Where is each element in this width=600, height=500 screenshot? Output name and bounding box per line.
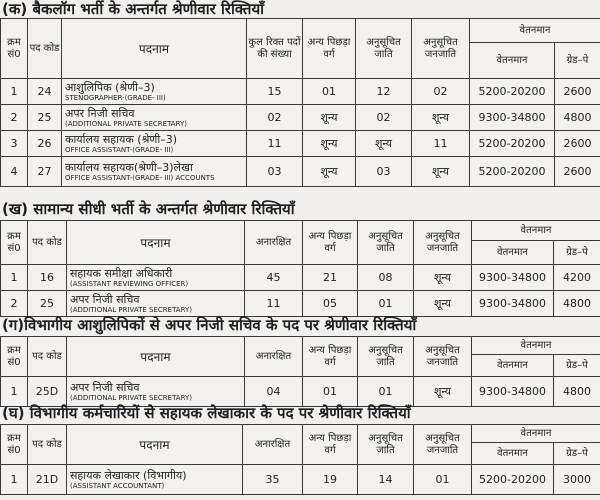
header-obc: अन्य पिछड़ा वर्ग <box>303 425 358 465</box>
header-pay-band: वेतनमान <box>472 355 554 377</box>
table-row <box>1 131 600 157</box>
cell-obc: 05 <box>303 291 358 317</box>
cell-post <box>62 79 247 105</box>
cell-pay-band: 9300-34800 <box>472 265 554 291</box>
cell-code: 25 <box>28 105 62 131</box>
post-hindi: कार्यालय सहायक (श्रेणी–3) <box>65 132 177 146</box>
cell-code: 16 <box>28 265 67 291</box>
cell-obc: शून्य <box>303 157 356 187</box>
cell-code: 27 <box>28 157 62 187</box>
cell-code: 26 <box>28 131 62 157</box>
header-obc: अन्य पिछड़ा वर्ग <box>303 221 358 265</box>
header-code: पद कोड <box>28 19 62 79</box>
cell-post <box>67 465 243 495</box>
header-payscale: वेतनमान <box>472 337 600 355</box>
cell-sno: 1 <box>1 377 28 407</box>
header-total: कुल रिक्त पदों की संख्या <box>247 19 303 79</box>
cell-sno: 1 <box>1 465 28 495</box>
header-sno: क्रम सं0 <box>1 221 28 265</box>
header-sc: अनुसूचित जाति <box>358 221 414 265</box>
cell-sno: 2 <box>1 105 28 131</box>
section-c-table <box>0 336 600 407</box>
cell-st: 11 <box>412 131 470 157</box>
post-english: (ADDITIONAL PRIVATE SECRETARY) <box>70 393 193 402</box>
table-row <box>1 377 600 407</box>
section-d-table <box>0 424 600 495</box>
header-payscale: वेतनमान <box>470 19 600 43</box>
header-post: पदनाम <box>67 425 243 465</box>
cell-sno: 3 <box>1 131 28 157</box>
cell-sc: 12 <box>356 79 412 105</box>
cell-st: शून्य <box>414 291 472 317</box>
cell-obc: 19 <box>303 465 358 495</box>
header-code: पद कोड <box>28 425 67 465</box>
cell-sno: 4 <box>1 157 28 187</box>
section-b-title: (ख) सामान्य सीधी भर्ती के अन्तर्गत श्रेणीवार रिक्तियाँ <box>2 200 295 218</box>
cell-sc: 03 <box>356 157 412 187</box>
cell-obc: 21 <box>303 265 358 291</box>
cell-pay-band: 5200-20200 <box>472 465 554 495</box>
table-row <box>1 105 600 131</box>
header-obc: अन्य पिछड़ा वर्ग <box>303 19 356 79</box>
table-row <box>1 291 600 317</box>
header-payscale: वेतनमान <box>472 425 600 443</box>
cell-count: 15 <box>247 79 303 105</box>
post-hindi: सहायक लेखाकार (विभागीय) <box>70 468 187 482</box>
header-sno: क्रम सं0 <box>1 425 28 465</box>
cell-count: 45 <box>245 265 303 291</box>
cell-sc: 02 <box>356 105 412 131</box>
section-a-title: (क) बैकलॉग भर्ती के अन्तर्गत श्रेणीवार रिक्तियाँ <box>2 0 265 18</box>
cell-count: 11 <box>245 291 303 317</box>
header-pay-band: वेतनमान <box>470 43 555 79</box>
header-sc: अनुसूचित जाति <box>358 337 414 377</box>
cell-count: 11 <box>247 131 303 157</box>
cell-st: शून्य <box>414 265 472 291</box>
cell-obc: 01 <box>303 377 358 407</box>
section-d-title: (घ) विभागीय कर्मचारियों से सहायक लेखाकार के पद पर श्रेणीवार रिक्तियाँ <box>2 404 411 422</box>
post-english: (ASSISTANT ACCOUNTANT) <box>70 481 165 490</box>
cell-st: शून्य <box>412 157 470 187</box>
table-row <box>1 79 600 105</box>
cell-code: 21D <box>28 465 67 495</box>
cell-obc: शून्य <box>303 105 356 131</box>
post-hindi: अपर निजी सचिव <box>70 292 140 306</box>
header-code: पद कोड <box>28 221 67 265</box>
cell-post <box>67 291 245 317</box>
cell-obc: शून्य <box>303 131 356 157</box>
post-hindi: अपर निजी सचिव <box>65 106 135 120</box>
header-unreserved: अनारक्षित <box>245 221 303 265</box>
header-sc: अनुसूचित जाति <box>358 425 414 465</box>
post-english: (ASSISTANT REVIEWING OFFICER) <box>70 279 189 288</box>
section-c-title: (ग)विभागीय आशुलिपिकों से अपर निजी सचिव के पद पर श्रेणीवार रिक्तियाँ <box>2 316 417 334</box>
cell-st: 01 <box>414 465 472 495</box>
cell-code: 25 <box>28 291 67 317</box>
header-grade-pay: ग्रेड–पे <box>554 443 600 465</box>
cell-st: शून्य <box>412 105 470 131</box>
cell-post <box>62 157 247 187</box>
header-grade-pay: ग्रेड–पे <box>554 241 600 265</box>
cell-pay-band: 5200-20200 <box>470 157 555 187</box>
cell-grade-pay: 4200 <box>554 265 600 291</box>
header-post: पदनाम <box>67 221 245 265</box>
header-sno: क्रम सं0 <box>1 19 28 79</box>
header-unreserved: अनारक्षित <box>243 425 303 465</box>
header-pay-band: वेतनमान <box>472 443 554 465</box>
header-sc: अनुसूचित जाति <box>356 19 412 79</box>
post-english: (ADDITIONAL PRIVATE SECRETARY) <box>65 119 188 128</box>
cell-pay-band: 9300-34800 <box>472 291 554 317</box>
header-obc: अन्य पिछड़ा वर्ग <box>303 337 358 377</box>
header-payscale: वेतनमान <box>472 221 600 241</box>
cell-sc: 01 <box>358 291 414 317</box>
header-code: पद कोड <box>28 337 67 377</box>
post-hindi: आशुलिपिक (श्रेणी–3) <box>65 80 155 94</box>
cell-sno: 2 <box>1 291 28 317</box>
cell-sc: शून्य <box>356 131 412 157</box>
cell-st: 02 <box>412 79 470 105</box>
cell-grade-pay: 4800 <box>555 105 600 131</box>
cell-sno: 1 <box>1 265 28 291</box>
cell-code: 24 <box>28 79 62 105</box>
cell-pay-band: 9300-34800 <box>470 105 555 131</box>
header-st: अनुसूचित जनजाति <box>414 337 472 377</box>
cell-pay-band: 9300-34800 <box>472 377 554 407</box>
header-post: पदनाम <box>62 19 247 79</box>
cell-sno: 1 <box>1 79 28 105</box>
header-sno: क्रम सं0 <box>1 337 28 377</box>
header-st: अनुसूचित जनजाति <box>412 19 470 79</box>
post-english: STENOGRAPHER-(GRADE- III) <box>65 93 166 102</box>
post-english: (ADDITIONAL PRIVATE SECRETARY) <box>70 305 193 314</box>
cell-count: 03 <box>247 157 303 187</box>
section-b-table <box>0 220 600 317</box>
cell-st: शून्य <box>414 377 472 407</box>
cell-sc: 14 <box>358 465 414 495</box>
cell-post <box>67 377 245 407</box>
cell-post <box>62 131 247 157</box>
cell-obc: 01 <box>303 79 356 105</box>
cell-grade-pay: 2600 <box>555 79 600 105</box>
header-unreserved: अनारक्षित <box>245 337 303 377</box>
cell-count: 04 <box>245 377 303 407</box>
cell-pay-band: 5200-20200 <box>470 131 555 157</box>
cell-pay-band: 5200-20200 <box>470 79 555 105</box>
section-a-table <box>0 18 600 187</box>
header-pay-band: वेतनमान <box>472 241 554 265</box>
post-hindi: कार्यालय सहायक(श्रेणी–3)लेखा <box>65 160 193 174</box>
header-grade-pay: ग्रेड–पे <box>554 355 600 377</box>
cell-grade-pay: 2600 <box>555 157 600 187</box>
header-grade-pay: ग्रेड–पे <box>555 43 600 79</box>
table-row <box>1 465 600 495</box>
header-st: अनुसूचित जनजाति <box>414 221 472 265</box>
table-row <box>1 265 600 291</box>
table-row <box>1 157 600 187</box>
cell-grade-pay: 4800 <box>554 377 600 407</box>
cell-grade-pay: 4800 <box>554 291 600 317</box>
cell-grade-pay: 2600 <box>555 131 600 157</box>
cell-post <box>67 265 245 291</box>
cell-post <box>62 105 247 131</box>
header-st: अनुसूचित जनजाति <box>414 425 472 465</box>
cell-code: 25D <box>28 377 67 407</box>
post-english: OFFICE ASSISTANT-(GRADE- III) ACCOUNTS <box>65 173 215 182</box>
cell-grade-pay: 3000 <box>554 465 600 495</box>
cell-count: 02 <box>247 105 303 131</box>
cell-count: 35 <box>243 465 303 495</box>
post-english: OFFICE ASSISTANT-(GRADE- III) <box>65 145 174 154</box>
post-hindi: अपर निजी सचिव <box>70 380 140 394</box>
cell-sc: 08 <box>358 265 414 291</box>
post-hindi: सहायक समीक्षा अधिकारी <box>70 266 173 280</box>
cell-sc: 01 <box>358 377 414 407</box>
header-post: पदनाम <box>67 337 245 377</box>
